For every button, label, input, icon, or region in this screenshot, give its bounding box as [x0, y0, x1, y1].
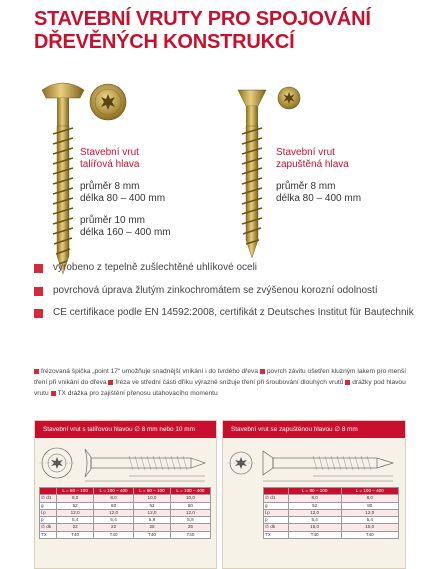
- table-row: g 52 80: [264, 502, 399, 509]
- note-square-icon: [260, 369, 265, 374]
- technical-notes: frézovaná špička „point 17“ umožňuje snadnější vnikání i do tvrdého dřeva povrch závitu ošetřen kluzným lakem pro menší tření při vnikání do dřeva fréza ve střední části dříku výrazně snižuje tření při šroubování dlouhých vrutů drážky pod hlavou vrutu TX drážka pro zajištění přenosu utahovacího momentu: [34, 368, 407, 397]
- bullet-square-icon: [34, 287, 43, 296]
- feature-item: povrchová úprava žlutým zinkochromátem se zvýšenou korozní odolností: [34, 285, 418, 298]
- product-right-spec-1b: délka 80 – 400 mm: [276, 193, 362, 204]
- countersunk-screw-image: [234, 86, 270, 262]
- panel-countersunk-head: [222, 420, 406, 569]
- table-row: l.p 12,0 12,0: [264, 509, 399, 516]
- table-row: ∅ d1 8,0 8,0: [264, 495, 399, 502]
- note-square-icon: [51, 391, 56, 396]
- table-row: g 52 80 52 80: [40, 502, 211, 509]
- panel-washer-head-title: Stavební vrut s talířovou hlavou ∅ 8 mm nebo 10 mm: [35, 421, 216, 438]
- table-row: p 5,4 5,4: [264, 517, 399, 524]
- feature-list: [34, 262, 418, 330]
- table-row: ∅ d1 8,0 8,0 10,0 10,0: [40, 495, 211, 502]
- washer-head-spec-table: [39, 487, 211, 539]
- table-header-row: L = 80 – 100 L = 100 – 400: [264, 488, 399, 495]
- product-right-name-1: Stavební vrut: [276, 147, 335, 158]
- countersunk-head-spec-table: [263, 487, 399, 539]
- table-row: l.p 12,0 12,0 12,0 12,0: [40, 509, 211, 516]
- note-square-icon: [108, 380, 113, 385]
- product-right-info: [276, 147, 361, 205]
- page-title: [34, 8, 414, 54]
- table-row: ∅ dk 15,0 15,0: [264, 524, 399, 531]
- table-row: ∅ dk 22 22 25 25: [40, 524, 211, 531]
- table-row: p 5,4 5,4 5,8 5,8: [40, 517, 211, 524]
- feature-item: vyrobeno z tepelně zušlechtěné uhlíkové oceli: [34, 262, 418, 275]
- bullet-square-icon: [34, 309, 43, 318]
- countersunk-head-technical-drawing: [227, 443, 401, 485]
- washer-head-top-view-image: [89, 83, 127, 121]
- washer-head-technical-drawing: [39, 443, 211, 485]
- panel-countersunk-head-title: Stavební vrut se zapuštěnou hlavou ∅ 8 mm: [223, 421, 405, 438]
- product-left-spec-2b: délka 160 – 400 mm: [80, 227, 171, 238]
- table-row: TX T40 T40: [264, 531, 399, 538]
- title-line-1: STAVEBNÍ VRUTY PRO SPOJOVÁNÍ: [34, 8, 371, 30]
- panel-washer-head: [34, 420, 217, 569]
- product-left-name-2: talířová hlava: [80, 159, 140, 170]
- product-left-spec-1a: průměr 8 mm: [80, 181, 140, 192]
- product-left-info: [80, 147, 171, 239]
- table-row: TX T40 T40 T40 T40: [40, 531, 211, 538]
- note-square-icon: [345, 380, 350, 385]
- product-left-spec-1b: délka 80 – 400 mm: [80, 193, 166, 204]
- product-right-name-2: zapuštěná hlava: [276, 159, 349, 170]
- table-header-row: L = 80 – 100 L = 100 – 400 L = 80 – 100 L = 100 – 400: [40, 488, 211, 495]
- product-left-spec-2a: průměr 10 mm: [80, 215, 146, 226]
- product-right-spec-1a: průměr 8 mm: [276, 181, 336, 192]
- bullet-square-icon: [34, 264, 43, 273]
- note-square-icon: [34, 369, 39, 374]
- feature-item: CE certifikace podle EN 14592:2008, certifikát z Deutsches Institut für Bautechnik: [34, 307, 418, 320]
- title-line-2: DŘEVĚNÝCH KONSTRUKCÍ: [34, 31, 295, 53]
- countersunk-head-top-view-image: [277, 86, 301, 110]
- product-left-name-1: Stavební vrut: [80, 147, 139, 158]
